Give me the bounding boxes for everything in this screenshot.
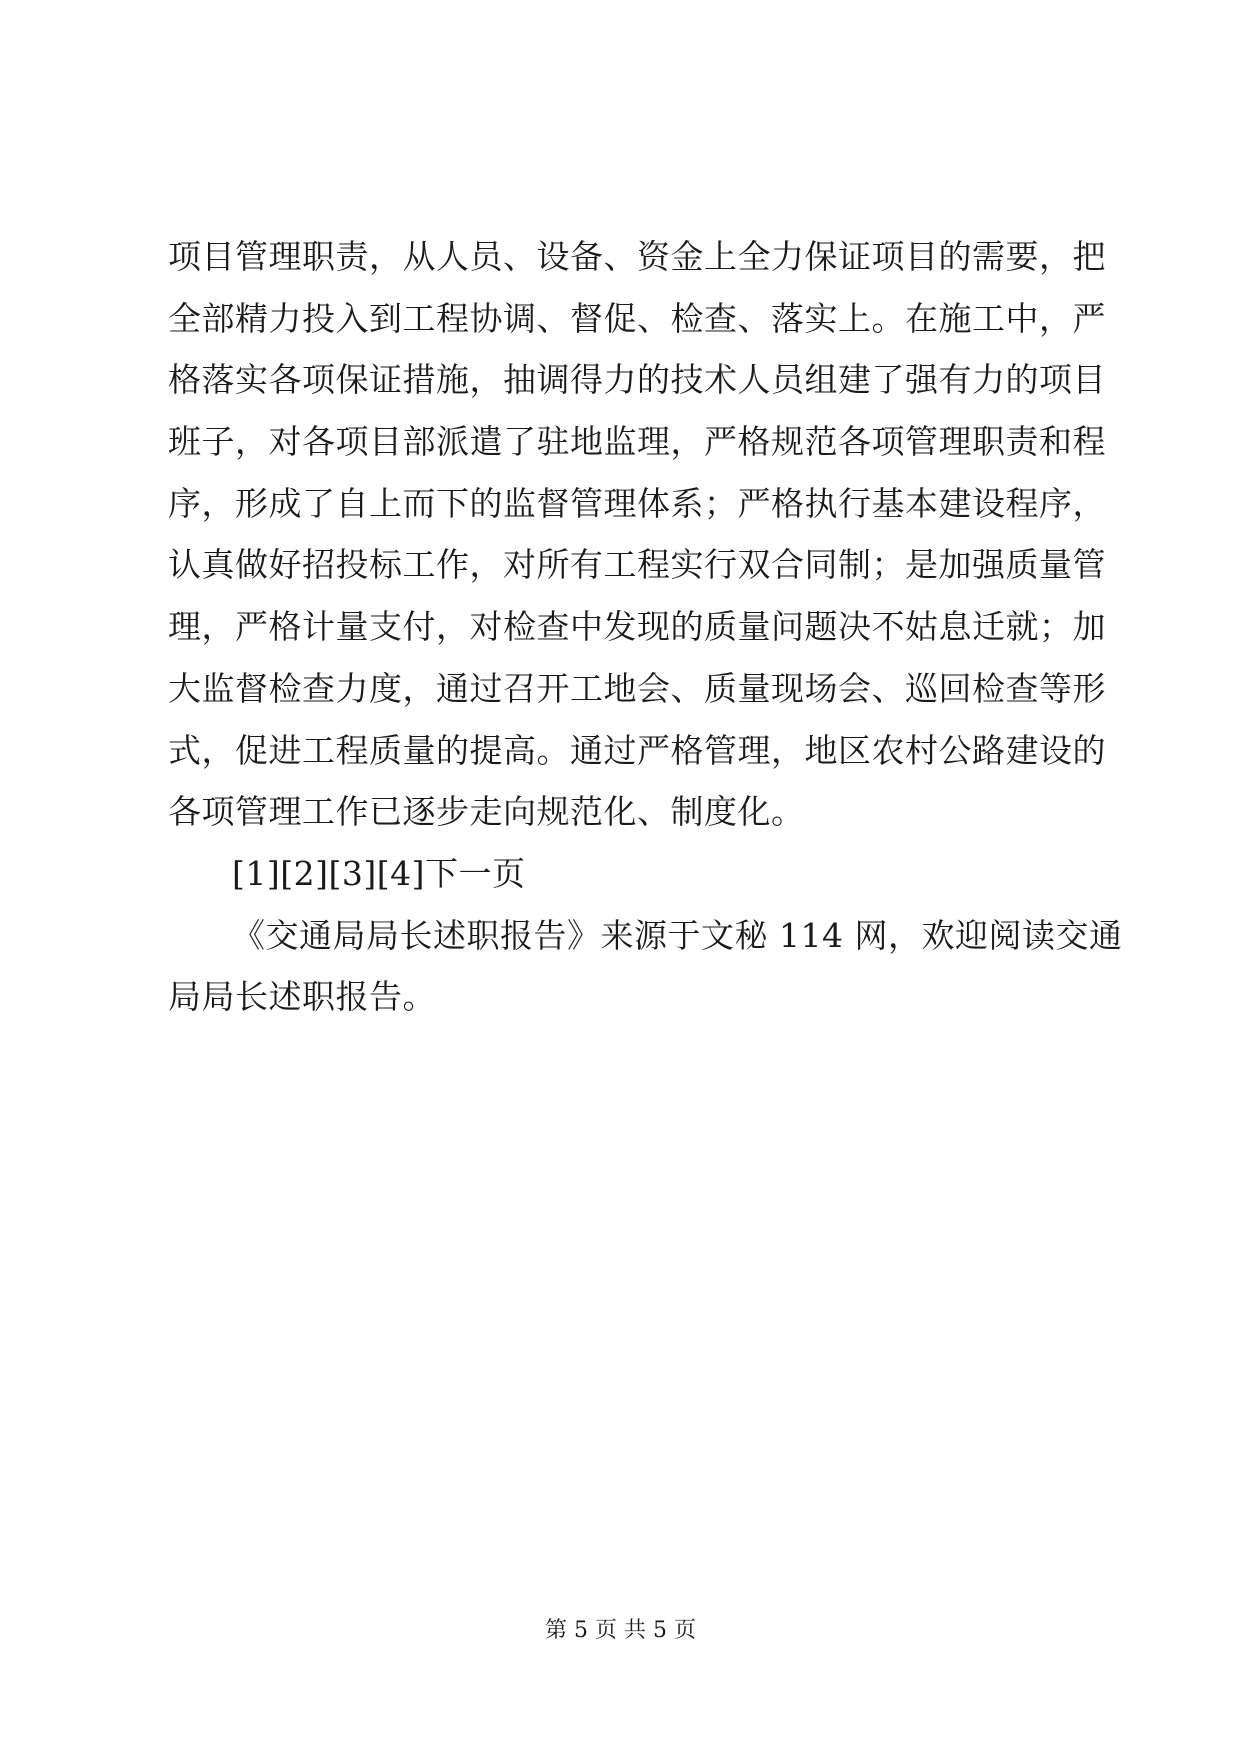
body-line: 全部精力投入到工程协调、督促、检查、落实上。在施工中，严 (168, 298, 1106, 338)
body-line: 班子，对各项目部派遣了驻地监理，严格规范各项管理职责和程 (168, 422, 1106, 462)
document-body (168, 226, 1123, 1028)
body-line: 序，形成了自上而下的监督管理体系；严格执行基本建设程序， (168, 483, 1106, 523)
body-line: 理，严格计量支付，对检查中发现的质量问题决不姑息迁就；加 (168, 607, 1106, 647)
body-line: 各项管理工作已逐步走向规范化、制度化。 (168, 792, 805, 832)
body-line: 大监督检查力度，通过召开工地会、质量现场会、巡回检查等形 (168, 668, 1106, 708)
pagination-links[interactable]: [1][2][3][4]下一页 (232, 853, 526, 893)
page-number-footer: 第 5 页 共 5 页 (545, 1618, 696, 1643)
body-line: 格落实各项保证措施，抽调得力的技术人员组建了强有力的项目 (168, 360, 1106, 400)
body-line: 项目管理职责，从人员、设备、资金上全力保证项目的需要，把 (168, 237, 1106, 276)
body-line: 认真做好招投标工作，对所有工程实行双合同制；是加强质量管 (168, 545, 1106, 585)
source-note: 《交通局局长述职报告》来源于文秘 114 网，欢迎阅读交通 (232, 915, 1123, 955)
source-note-continued: 局局长述职报告。 (168, 977, 436, 1017)
body-line: 式，促进工程质量的提高。通过严格管理，地区农村公路建设的 (168, 730, 1106, 770)
